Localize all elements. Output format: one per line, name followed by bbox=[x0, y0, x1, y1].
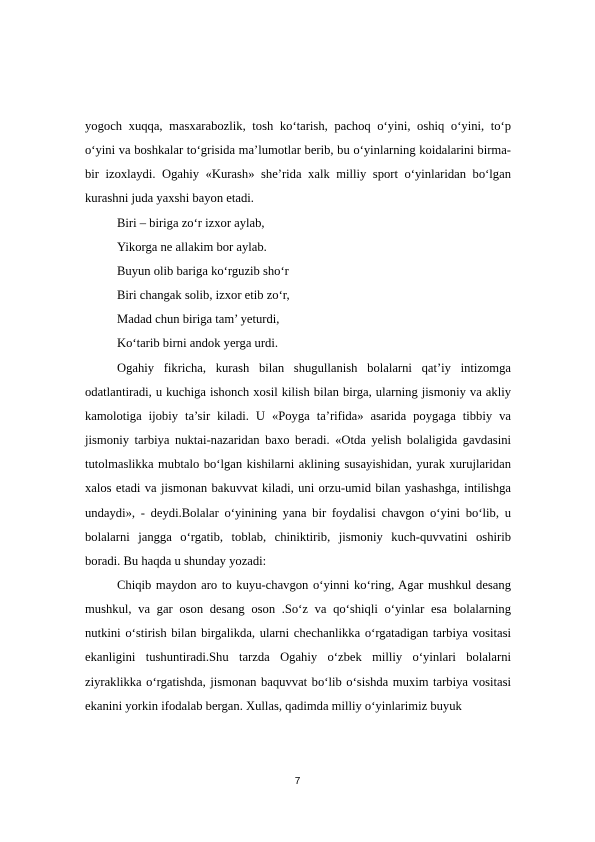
page-number: 7 bbox=[294, 776, 301, 787]
verse-line: Yikorga ne allakim bor aylab. bbox=[117, 239, 267, 254]
verse-line: Buyun olib bariga ko‘rguzib sho‘r bbox=[117, 263, 289, 278]
paragraph-continuation: yogoch xuqqa, masxarabozlik, tosh ko‘tarish, pachoq o‘yini, oshiq o‘yini, to‘p o‘yini va boshkalar to‘grisida ma’lumotlar berib, bu o‘yinlarning koidalarini birma-bir izoxlaydi. Ogahiy «Kurash» she’rida xalk milliy sport o‘yinlaridan bo‘lgan kurashni juda yaxshi bayon etadi. bbox=[85, 119, 511, 206]
paragraph-chiqib-maydon: Chiqib maydon aro to kuyu-chavgon o‘yinni ko‘ring, Agar mushkul desang mushkul, va gar oson desang oson .So‘z va qo‘shiqli o‘yinlar esa bolalarning nutkini o‘stirish bilan birgalikda, ularni chechanlikka o‘rgatadigan tarbiya vositasi ekanligini tushuntiradi.Shu tarzda Ogahiy o‘zbek milliy o‘yinlari bolalarni ziyraklikka o‘rgatishda, jismonan baquvvat bo‘lib o‘sishda muxim tarbiya vositasi ekanini yorkin ifodalab bergan. Xullas, qadimda milliy o‘yinlarimiz buyuk bbox=[85, 577, 511, 713]
verse-line: Biri changak solib, izxor etib zo‘r, bbox=[117, 288, 290, 303]
body-text bbox=[85, 114, 511, 718]
verse-line: Biri – biriga zo‘r izxor aylab, bbox=[117, 215, 265, 230]
paragraph-ogahiy-fikricha: Ogahiy fikricha, kurash bilan shugullanish bolalarni qat’iy intizomga odatlantiradi, u kuchiga ishonch xosil kilish bilan birga, ularning jismoniy va akliy kamolotiga ijobiy ta’sir kiladi. U «Poyga ta’rifida» asarida poygaga tibbiy va jismoniy tarbiya nuktai-nazaridan baxo beradi. «Otda yelish bolaligida gavdasini tutolmaslikka mubtalo bo‘lgan kishilarni aklining susayishidan, yurak xurujlaridan xalos etadi va jismonan bakuvvat kiladi, uni orzu-umid bilan yashashga, intilishga undaydi», - deydi.Bolalar o‘yinining yana bir foydalisi chavgon o‘yini bo‘lib, u bolalarni jangga o‘rgatib, toblab, chiniktirib, jismoniy kuch-quvvatini oshirib boradi. Bu haqda u shunday yozadi: bbox=[85, 360, 511, 568]
verse-line: Ko‘tarib birni andok yerga urdi. bbox=[117, 336, 278, 351]
verse-line: Madad chun biriga tam’ yeturdi, bbox=[117, 312, 280, 327]
